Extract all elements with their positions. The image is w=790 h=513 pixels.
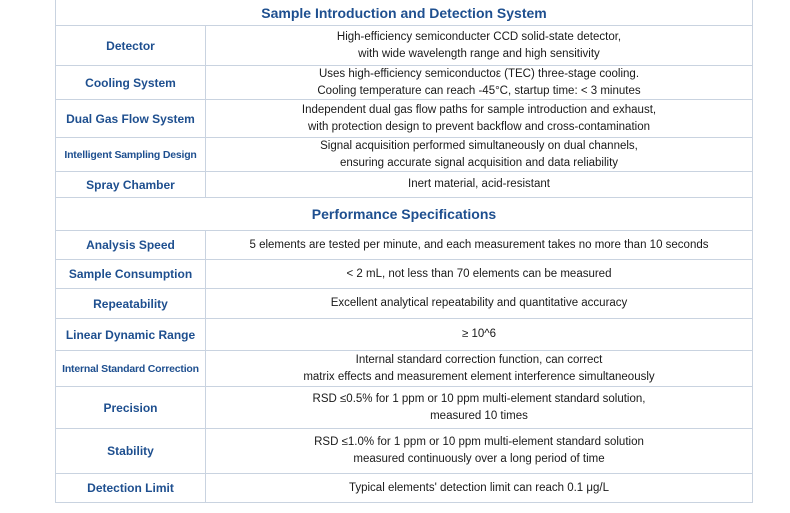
value-line: Typical elements' detection limit can reach 0.1 μg/L (348, 481, 610, 494)
table-row (56, 66, 752, 100)
row-value (206, 387, 752, 428)
value-line: Inert material, acid-resistant (408, 178, 550, 190)
table-row (56, 138, 752, 172)
spec-table (55, 0, 753, 503)
row-label: Detector (56, 26, 206, 65)
row-value (206, 289, 752, 318)
table-row (56, 319, 752, 351)
row-label: Sample Consumption (56, 260, 206, 288)
row-value (206, 138, 752, 171)
row-value (206, 172, 752, 197)
table-row (56, 172, 752, 198)
row-value (206, 231, 752, 259)
value-line: 5 elements are tested per minute, and each measurement takes no more than 10 seconds (249, 238, 709, 251)
value-line: with wide wavelength range and high sensitivity (358, 47, 600, 60)
table-row (56, 260, 752, 289)
row-label: Internal Standard Correction (56, 351, 206, 386)
value-line: ≥ 10^6 (461, 328, 497, 340)
row-value (206, 429, 752, 473)
table-row (56, 351, 752, 387)
row-label: Linear Dynamic Range (56, 319, 206, 350)
value-line: RSD ≤1.0% for 1 ppm or 10 ppm multi-element standard solution (314, 436, 644, 448)
row-label: Detection Limit (56, 474, 206, 502)
row-label: Dual Gas Flow System (56, 100, 206, 137)
table-row (56, 231, 752, 260)
section-title: Sample Introduction and Detection System (56, 0, 752, 26)
row-value (206, 100, 752, 137)
value-line: < 2 mL, not less than 70 elements can be measured (346, 267, 612, 280)
row-value (206, 66, 752, 99)
value-line: Cooling temperature can reach -45°C, startup time: < 3 minutes (317, 84, 641, 97)
value-line: Independent dual gas flow paths for sample introduction and exhaust, (301, 103, 657, 116)
value-line: Signal acquisition performed simultaneously on dual channels, (320, 139, 638, 152)
row-label: Spray Chamber (56, 172, 206, 197)
value-line: matrix effects and measurement element interference simultaneously (303, 370, 655, 383)
value-line: High-efficiency semiconducter CCD solid-state detector, (336, 30, 622, 43)
row-label: Analysis Speed (56, 231, 206, 259)
value-line: Excellent analytical repeatability and quantitative accuracy (330, 297, 628, 309)
row-value (206, 319, 752, 350)
row-value (206, 474, 752, 502)
row-label: Cooling System (56, 66, 206, 99)
table-row (56, 429, 752, 474)
value-line: RSD ≤0.5% for 1 ppm or 10 ppm multi-element standard solution, (312, 392, 646, 405)
section-title: Performance Specifications (56, 198, 752, 231)
row-value (206, 260, 752, 288)
row-label: Repeatability (56, 289, 206, 318)
table-row (56, 100, 752, 138)
row-value (206, 26, 752, 65)
table-row (56, 26, 752, 66)
row-label: Intelligent Sampling Design (56, 138, 206, 171)
value-line: Internal standard correction function, can correct (355, 353, 603, 366)
value-line: with protection design to prevent backflow and cross-contamination (308, 120, 650, 133)
value-line: Uses high-efficiency semiconductoε (TEC) three-stage cooling. (318, 67, 640, 80)
table-row (56, 474, 752, 502)
row-value (206, 351, 752, 386)
value-line: ensuring accurate signal acquisition and data reliability (339, 156, 619, 169)
value-line: measured continuously over a long period of time (353, 453, 605, 465)
value-line: measured 10 times (430, 409, 528, 422)
row-label: Stability (56, 429, 206, 473)
row-label: Precision (56, 387, 206, 428)
table-row (56, 387, 752, 429)
table-row (56, 289, 752, 319)
